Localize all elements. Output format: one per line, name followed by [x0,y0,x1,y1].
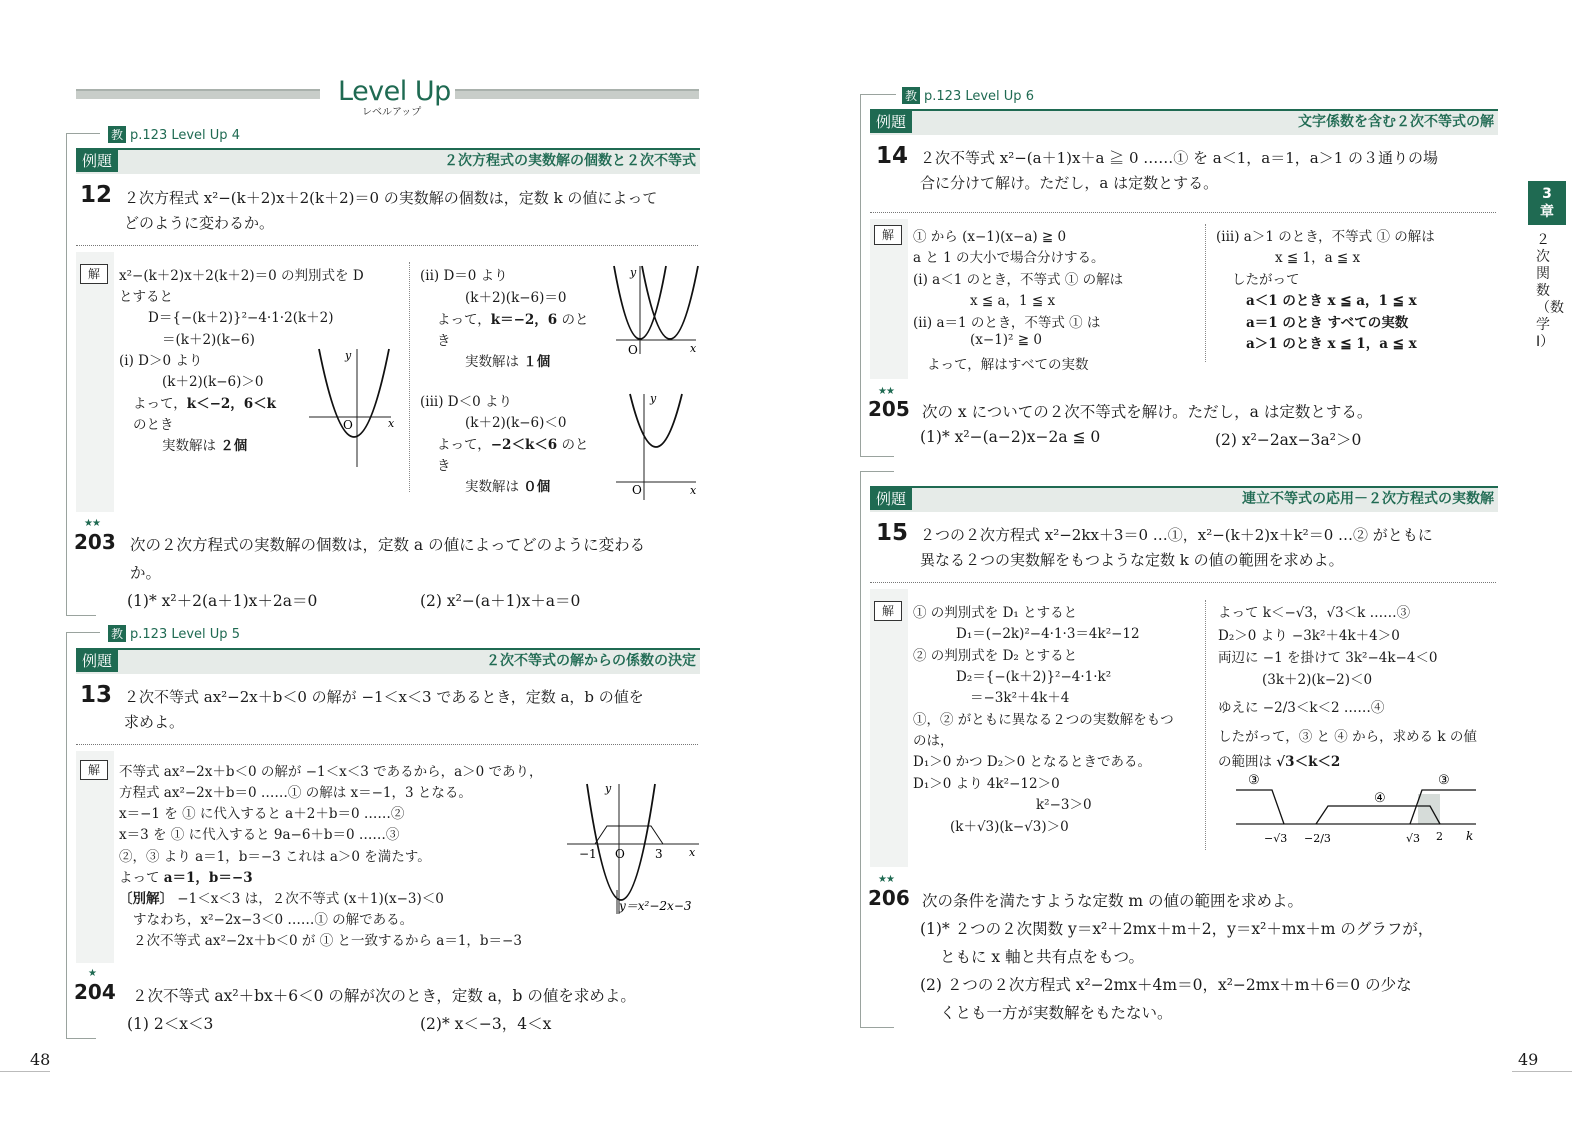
solution-line: ① から (x−1)(x−a) ≧ 0 [913,229,1067,245]
origin-label: O [632,483,642,497]
solution-line: a と 1 の大小で場合分けする。 [913,250,1105,266]
example-tag: 例題 [76,650,118,672]
tick-label-3: 3 [655,847,663,861]
axis-label-x: x [690,484,697,497]
example-line: ２次方程式 x²−(k＋2)x＋2(k＋2)＝0 の実数解の個数は，定数 k の値によって [124,189,658,207]
example-theme: ２次不等式の解からの係数の決定 [486,653,696,669]
example-tag: 例題 [76,150,118,172]
solution-text: −1＜x＜3 は，２次不等式 (x＋1)(x−3)＜0 [177,891,444,907]
solution-label: 解 [874,225,902,245]
page-title: Level Up [338,76,451,107]
example-line: ２つの２次方程式 x²−2kx＋3＝0 …①，x²−(k＋2)x＋k²＝0 …② がともに [920,526,1433,544]
difficulty-stars: ★ [88,968,96,979]
exercise-number: 206 [868,886,910,910]
solution-line [437,308,588,328]
axis-label-x: x [690,342,697,355]
solution-line: とすると [119,289,173,305]
example-banner-12 [76,148,700,174]
range-label-4: ④ [1374,791,1386,806]
exercise-line: か。 [130,564,162,582]
axis-label-k: k [1466,829,1474,843]
solution-line: のとき [133,417,174,433]
solution-line: D₁＝(−2k)²−4·1·3＝4k²−12 [956,626,1140,642]
solution-text: よって， [133,396,187,412]
solution-answer: ２個 [220,438,248,454]
textbook-ref-1 [108,126,240,143]
exercise-item: (2)* x＜−3，4＜x [420,1015,552,1033]
section-bracket [66,133,67,615]
example-tag: 例題 [870,488,912,510]
textbook-ref-text: p.123 Level Up 4 [130,128,240,143]
chapter-unit: 章 [1540,204,1554,220]
solution-line: ②，③ より a＝1，b＝−3 これは a＞0 を満たす。 [119,849,431,865]
example-line: ２次不等式 x²−(a＋1)x＋a ≧ 0 ……① を a＜1，a＝1，a＞1 の３通りの場 [920,149,1439,167]
solution-line: x ≦ a，1 ≦ x [970,293,1056,309]
exercise-item: (1) 2＜x＜3 [127,1015,214,1033]
textbook-badge: 教 [902,87,920,104]
textbook-badge: 教 [108,625,126,642]
section-arrow [860,471,894,472]
column-divider [1205,224,1206,362]
section-arrow [860,94,896,95]
solution-line [437,433,588,453]
example-line: どのように変わるか。 [124,214,275,232]
textbook-ref-text: p.123 Level Up 6 [924,89,1034,104]
parabola-graph-no-root [612,390,702,505]
example-tag: 例題 [870,111,912,133]
example-theme: 連立不等式の応用－２次方程式の実数解 [1242,491,1494,507]
solution-text: 実数解は [162,438,216,454]
tick-label-minus-root3: −√3 [1264,832,1288,845]
dotted-separator [870,582,1496,583]
chapter-tab[interactable] [1528,181,1566,225]
solution-answer: ０個 [523,479,551,495]
solution-line: D₂＞0 より −3k²＋4k＋4＞0 [1218,628,1400,644]
example-text [124,186,657,236]
exercise-item: (2) ２つの２次方程式 x²−2mx＋4m＝0，x²−2mx＋m＋6＝0 の少な [920,976,1412,994]
solution-panel-15 [870,589,908,867]
solution-line: (k＋2)(k−6)＜0 [465,415,567,431]
solution-line: 両辺に −1 を掛けて 3k²−4k−4＜0 [1218,650,1438,666]
range-label-3-left: ③ [1248,773,1260,788]
section-bracket [860,471,861,1027]
parabola-graph-two-roots [305,345,400,470]
dotted-separator [76,744,698,745]
solution-line: よって，解はすべての実数 [927,357,1089,373]
solution-panel-13 [76,751,114,963]
solution-line: (i) D＞0 より [119,353,203,369]
solution-line: 不等式 ax²−2x＋b＜0 の解が −1＜x＜3 であるから，a＞0 であり， [119,764,543,780]
difficulty-stars: ★★ [878,874,894,885]
solution-line [465,475,550,495]
solution-answer: a＝1，b＝−3 [163,870,253,886]
tick-label-minus-two-thirds: −2/3 [1304,832,1331,845]
solution-answer: √3＜k＜2 [1276,754,1341,770]
dotted-separator [76,245,698,246]
example-banner-15 [870,486,1498,512]
example-line: 異なる２つの実数解をもつような定数 k の値の範囲を求めよ。 [920,551,1344,569]
solution-line: よって k＜−√3，√3＜k ……③ [1218,605,1411,621]
solution-line: x＝−1 を ① に代入すると a＋2＋b＝0 ……② [119,806,405,822]
solution-label: 解 [80,760,108,780]
exercise-number: 204 [74,980,116,1004]
example-theme: 文字係数を含む２次不等式の解 [1298,114,1494,130]
example-banner-14 [870,109,1498,135]
example-number: 12 [80,182,113,208]
solution-line [465,350,550,370]
exercise-line: ２次不等式 ax²＋bx＋6＜0 の解が次のとき，定数 a，b の値を求めよ。 [132,987,636,1005]
solution-line: k²−3＞0 [1036,797,1092,813]
solution-line: (iii) D＜0 より [420,394,512,410]
solution-line: D₁＞0 かつ D₂＞0 となるときである。 [913,754,1152,770]
solution-text: のと [561,312,589,328]
exercise-number: 205 [868,397,910,421]
solution-line: x²−(k＋2)x＋2(k＋2)＝0 の判別式を D [119,268,364,284]
solution-line: のは， [913,733,954,749]
parabola-graph-double-root [612,262,702,362]
axis-label-y: y [605,782,612,795]
range-3-left [1236,790,1284,824]
solution-text: よって [119,870,160,886]
tick-label-minus1: −1 [579,847,597,861]
example-number: 14 [876,143,909,169]
solution-line: ２次不等式 ax²−2x＋b＜0 が ① と一致するから a＝1，b＝−3 [133,933,522,949]
axis-label-x: x [388,417,395,430]
solution-text: の範囲は [1218,754,1272,770]
section-bracket [860,94,861,456]
solution-panel-12 [76,252,114,512]
tick-label-2: 2 [1436,830,1443,843]
solution-line: したがって [1232,272,1300,288]
textbook-ref-2 [108,625,240,642]
solution-line [119,887,444,907]
solution-line: (k＋√3)(k−√3)＞0 [950,819,1069,835]
axis-label-y: y [630,266,637,279]
parabola-curve [587,784,655,900]
solution-line: ② の判別式を D₂ とすると [913,648,1078,664]
example-theme: ２次方程式の実数解の個数と２次不等式 [444,153,696,169]
example-line: 求めよ。 [124,713,185,731]
difficulty-stars: ★★ [878,386,894,397]
exercise-item: (2) x²−(a＋1)x＋a＝0 [420,592,581,610]
textbook-ref-text: p.123 Level Up 5 [130,627,240,642]
exercise-item: (1)* x²−(a−2)x−2a ≦ 0 [920,428,1101,446]
solution-line: x ≦ 1，a ≦ x [1275,250,1361,266]
exercise-number: 203 [74,530,116,554]
origin-label: O [628,343,638,357]
solution-line [162,434,247,454]
solution-text: よって， [437,312,491,328]
solution-line: き [437,458,451,474]
solution-line [1218,750,1340,770]
solution-answer: k＜−2，6＜k [186,396,277,412]
section-arrow [66,632,100,633]
number-line-diagram [1234,770,1494,860]
section-arrow-bottom [860,1027,894,1028]
solution-answer: a＜1 のとき x ≦ a，1 ≦ x [1246,293,1417,309]
range-label-3-right: ③ [1438,773,1450,788]
textbook-badge: 教 [108,126,126,143]
exercise-line: 次の２次方程式の実数解の個数は，定数 a の値によってどのように変わる [130,536,646,554]
textbook-ref-3 [902,87,1034,104]
example-text [124,685,644,735]
solution-line: x＝3 を ① に代入すると 9a−6＋b＝0 ……③ [119,827,400,843]
example-text [920,146,1438,196]
axis-label-x: x [689,846,696,859]
section-arrow-bottom [66,1038,96,1039]
solution-line: ＝(k＋2)(k−6) [162,332,255,348]
dotted-separator [870,212,1496,213]
solution-line [119,866,253,886]
example-line: ２次不等式 ax²−2x＋b＜0 の解が −1＜x＜3 であるとき，定数 a，b の値を [124,688,644,706]
solution-answer: a＝1 のとき すべての実数 [1246,315,1409,331]
exercise-item: (1)* ２つの２次関数 y＝x²＋2mx＋m＋2，y＝x²＋mx＋m のグラフが， [920,920,1434,938]
chapter-name: ２次関数（数学Ⅰ） [1536,232,1564,350]
example-number: 13 [80,682,113,708]
solution-label: 解 [80,264,108,284]
solution-answer: １個 [523,354,551,370]
solution-line: (k＋2)(k−6)＞0 [162,374,264,390]
axis-label-y: y [650,392,657,405]
solution-line: (iii) a＞1 のとき，不等式 ① の解は [1216,229,1435,245]
overlap-shade [1418,794,1440,824]
solution-line: ＝−3k²＋4k＋4 [970,690,1070,706]
solution-text: のと [561,437,589,453]
solution-line: ゆえに −2/3＜k＜2 ……④ [1218,700,1385,716]
example-text [920,523,1433,573]
exercise-item-cont: ともに x 軸と共有点をもつ。 [940,948,1144,966]
solution-line [133,392,276,412]
section-bracket [66,632,67,1038]
difficulty-stars: ★★ [84,518,100,529]
exercise-line: 次の x についての２次不等式を解け。ただし，a は定数とする。 [922,403,1373,421]
exercise-item: (1)* x²＋2(a＋1)x＋2a＝0 [127,592,318,610]
alt-solution-label: 〔別解〕 [119,891,173,907]
solution-line: D₂＝{−(k＋2)}²−4·1·k² [956,669,1112,685]
solution-answer: −2＜k＜6 [490,437,558,453]
solution-line: 方程式 ax²−2x＋b＝0 ……① の解は x＝−1，3 となる。 [119,785,472,801]
solution-line: D＝{−(k＋2)}²−4·1·2(k＋2) [148,310,334,326]
solution-text: 実数解は [465,479,519,495]
example-banner-13 [76,648,700,674]
column-divider [1205,600,1206,850]
graph-equation-label: y＝x²−2x−3 [619,899,692,913]
section-arrow-bottom [860,456,894,457]
solution-line: (k＋2)(k−6)＝0 [465,290,567,306]
exercise-line: 次の条件を満たすような定数 m の値の範囲を求めよ。 [922,892,1304,910]
origin-label: O [343,418,353,432]
column-divider [409,262,410,492]
solution-line: D₁＞0 より 4k²−12＞0 [913,776,1060,792]
solution-text: よって， [437,437,491,453]
chapter-number: 3 [1542,186,1552,202]
solution-line: (x−1)² ≧ 0 [970,332,1042,348]
exercise-item: (2) x²−2ax−3a²＞0 [1215,431,1362,449]
example-number: 15 [876,520,909,546]
solution-line: ① の判別式を D₁ とすると [913,605,1078,621]
parabola-curve [319,349,389,437]
inequality-bracket [595,826,663,844]
solution-label: 解 [874,601,902,621]
section-arrow [66,133,100,134]
solution-line: すなわち，x²−2x−3＜0 ……① の解である。 [133,912,414,928]
parabola-graph-ex13 [565,780,705,918]
tick-label-root3: √3 [1406,832,1421,845]
solution-line: (3k＋2)(k−2)＜0 [1262,672,1373,688]
solution-line: したがって，③ と ④ から，求める k の値 [1218,729,1477,745]
header-rule-left [76,89,320,99]
solution-line: き [437,333,451,349]
exercise-item-cont: くとも一方が実数解をもたない。 [940,1004,1173,1022]
solution-answer: a＞1 のとき x ≦ 1，a ≦ x [1246,336,1417,352]
solution-line: ①，② がともに異なる２つの実数解をもつ [913,712,1174,728]
page-number-right: 49 [1518,1050,1539,1069]
section-arrow-bottom [66,615,96,616]
bottom-rule-right [1512,1071,1572,1072]
axis-label-y: y [345,349,352,362]
solution-text: 実数解は [465,354,519,370]
solution-line: (ii) D＝0 より [420,268,508,284]
solution-line: (ii) a＝1 のとき，不等式 ① は [913,315,1101,331]
bottom-rule-left [0,1071,50,1072]
header-rule-right [455,89,699,99]
origin-label: O [615,847,625,861]
page-number-left: 48 [30,1050,51,1069]
solution-line: (i) a＜1 のとき，不等式 ① の解は [913,272,1124,288]
page-subtitle: レベルアップ [362,107,422,118]
solution-answer: k＝−2，6 [490,312,558,328]
example-line: 合に分けて解け。ただし，a は定数とする。 [920,174,1219,192]
